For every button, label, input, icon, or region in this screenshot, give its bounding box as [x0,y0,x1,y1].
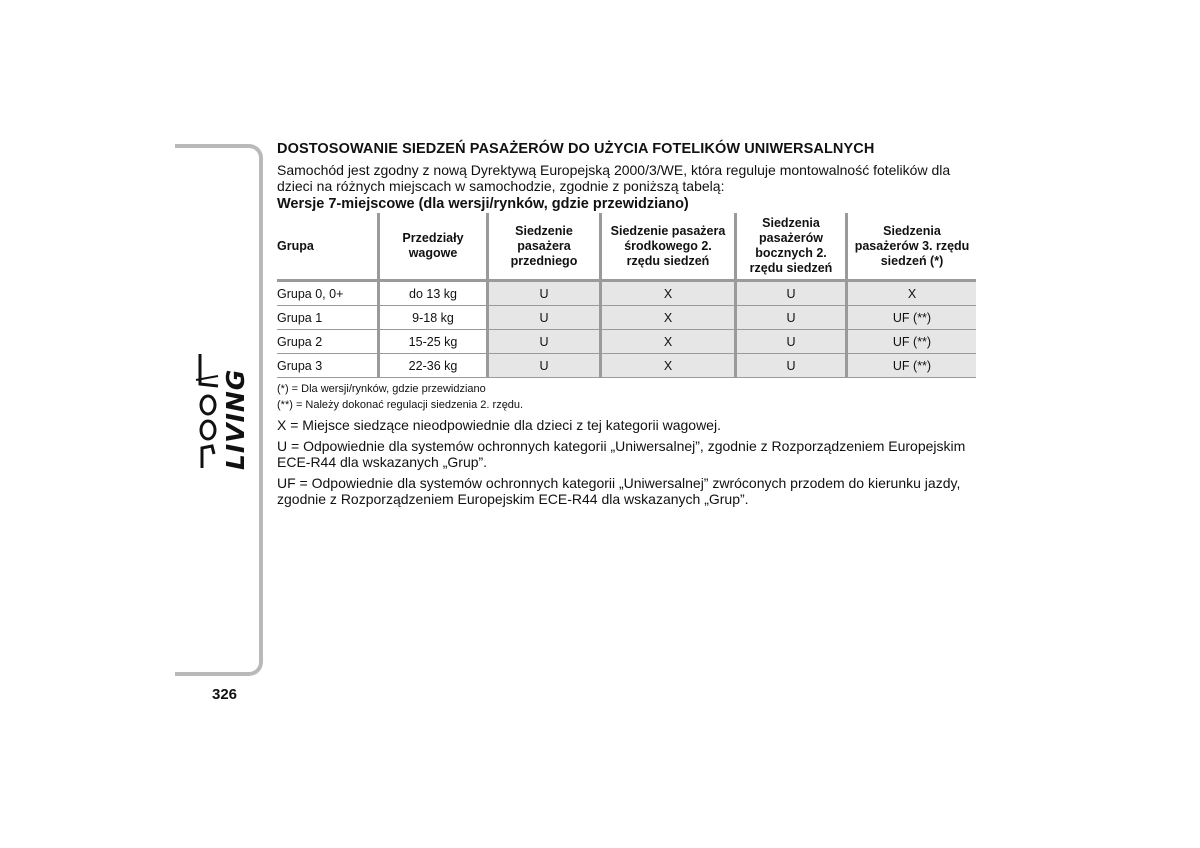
cell-front: U [486,306,599,330]
section-title: DOSTOSOWANIE SIEDZEŃ PASAŻERÓW DO UŻYCIA FOTELIKÓW UNIWERSALNYCH [277,141,875,157]
cell-row3: X [845,282,976,306]
footnote: (**) = Należy dokonać regulacji siedzenia 2. rzędu. [277,399,524,411]
cell-row2-center: X [599,306,734,330]
cell-front: U [486,354,599,378]
col-header-front-seat: Siedzenie pasażera przedniego [486,213,599,282]
cell-row3: UF (**) [845,354,976,378]
content [277,141,977,512]
cell-row2-center: X [599,282,734,306]
col-header-row2-center: Siedzenie pasażera środkowego 2. rzędu siedzeń [599,213,734,282]
cell-group: Grupa 1 [277,306,377,330]
cell-weight: 9-18 kg [377,306,486,330]
legend [277,417,977,507]
cell-row3: UF (**) [845,306,976,330]
cell-row3: UF (**) [845,330,976,354]
table-row [277,354,976,378]
cell-row2-center: X [599,330,734,354]
svg-text:LIVING: LIVING [221,368,250,470]
legend-item: X = Miejsce siedzące nieodpowiednie dla dzieci z tej kategorii wagowej. [277,417,721,433]
intro-paragraph: Samochód jest zgodny z nową Dyrektywą Europejską 2000/3/WE, która reguluje montowalność fotelików dla dzieci na różnych miejscach w samochodzie, zgodnie z poniższą tabelą: [277,162,951,194]
col-header-group: Grupa [277,213,377,282]
col-header-weight: Przedziały wagowe [377,213,486,282]
cell-row2-center: X [599,354,734,378]
table-row [277,306,976,330]
table-subtitle: Wersje 7-miejscowe (dla wersji/rynków, gdzie przewidziano) [277,196,689,212]
cell-weight: do 13 kg [377,282,486,306]
cell-row2-side: U [734,354,845,378]
cell-row2-side: U [734,282,845,306]
table-row [277,330,976,354]
cell-group: Grupa 2 [277,330,377,354]
cell-group: Grupa 0, 0+ [277,282,377,306]
footnotes [277,381,977,413]
table-row [277,282,976,306]
cell-front: U [486,282,599,306]
cell-weight: 15-25 kg [377,330,486,354]
legend-item: U = Odpowiednie dla systemów ochronnych kategorii „Uniwersalnej”, zgodnie z Rozporządzeniem Europejskim ECE-R44 dla wskazanych „Grup”. [277,438,966,470]
child-seat-table [277,213,976,378]
cell-weight: 22-36 kg [377,354,486,378]
cell-row2-side: U [734,306,845,330]
col-header-row2-side: Siedzenia pasażerów bocznych 2. rzędu siedzeń [734,213,845,282]
cell-row2-side: U [734,330,845,354]
cell-group: Grupa 3 [277,354,377,378]
cell-front: U [486,330,599,354]
page-number: 326 [212,686,238,703]
col-header-row3: Siedzenia pasażerów 3. rzędu siedzeń (*) [845,213,976,282]
footnote: (*) = Dla wersji/rynków, gdzie przewidziano [277,383,486,395]
legend-item: UF = Odpowiednie dla systemów ochronnych kategorii „Uniwersalnej” zwróconych przodem do kierunku jazdy, zgodnie z Rozporządzeniem Europejskim ECE-R44 dla wskazanych „Grup”. [277,475,961,507]
500l-living-logo [192,350,250,472]
